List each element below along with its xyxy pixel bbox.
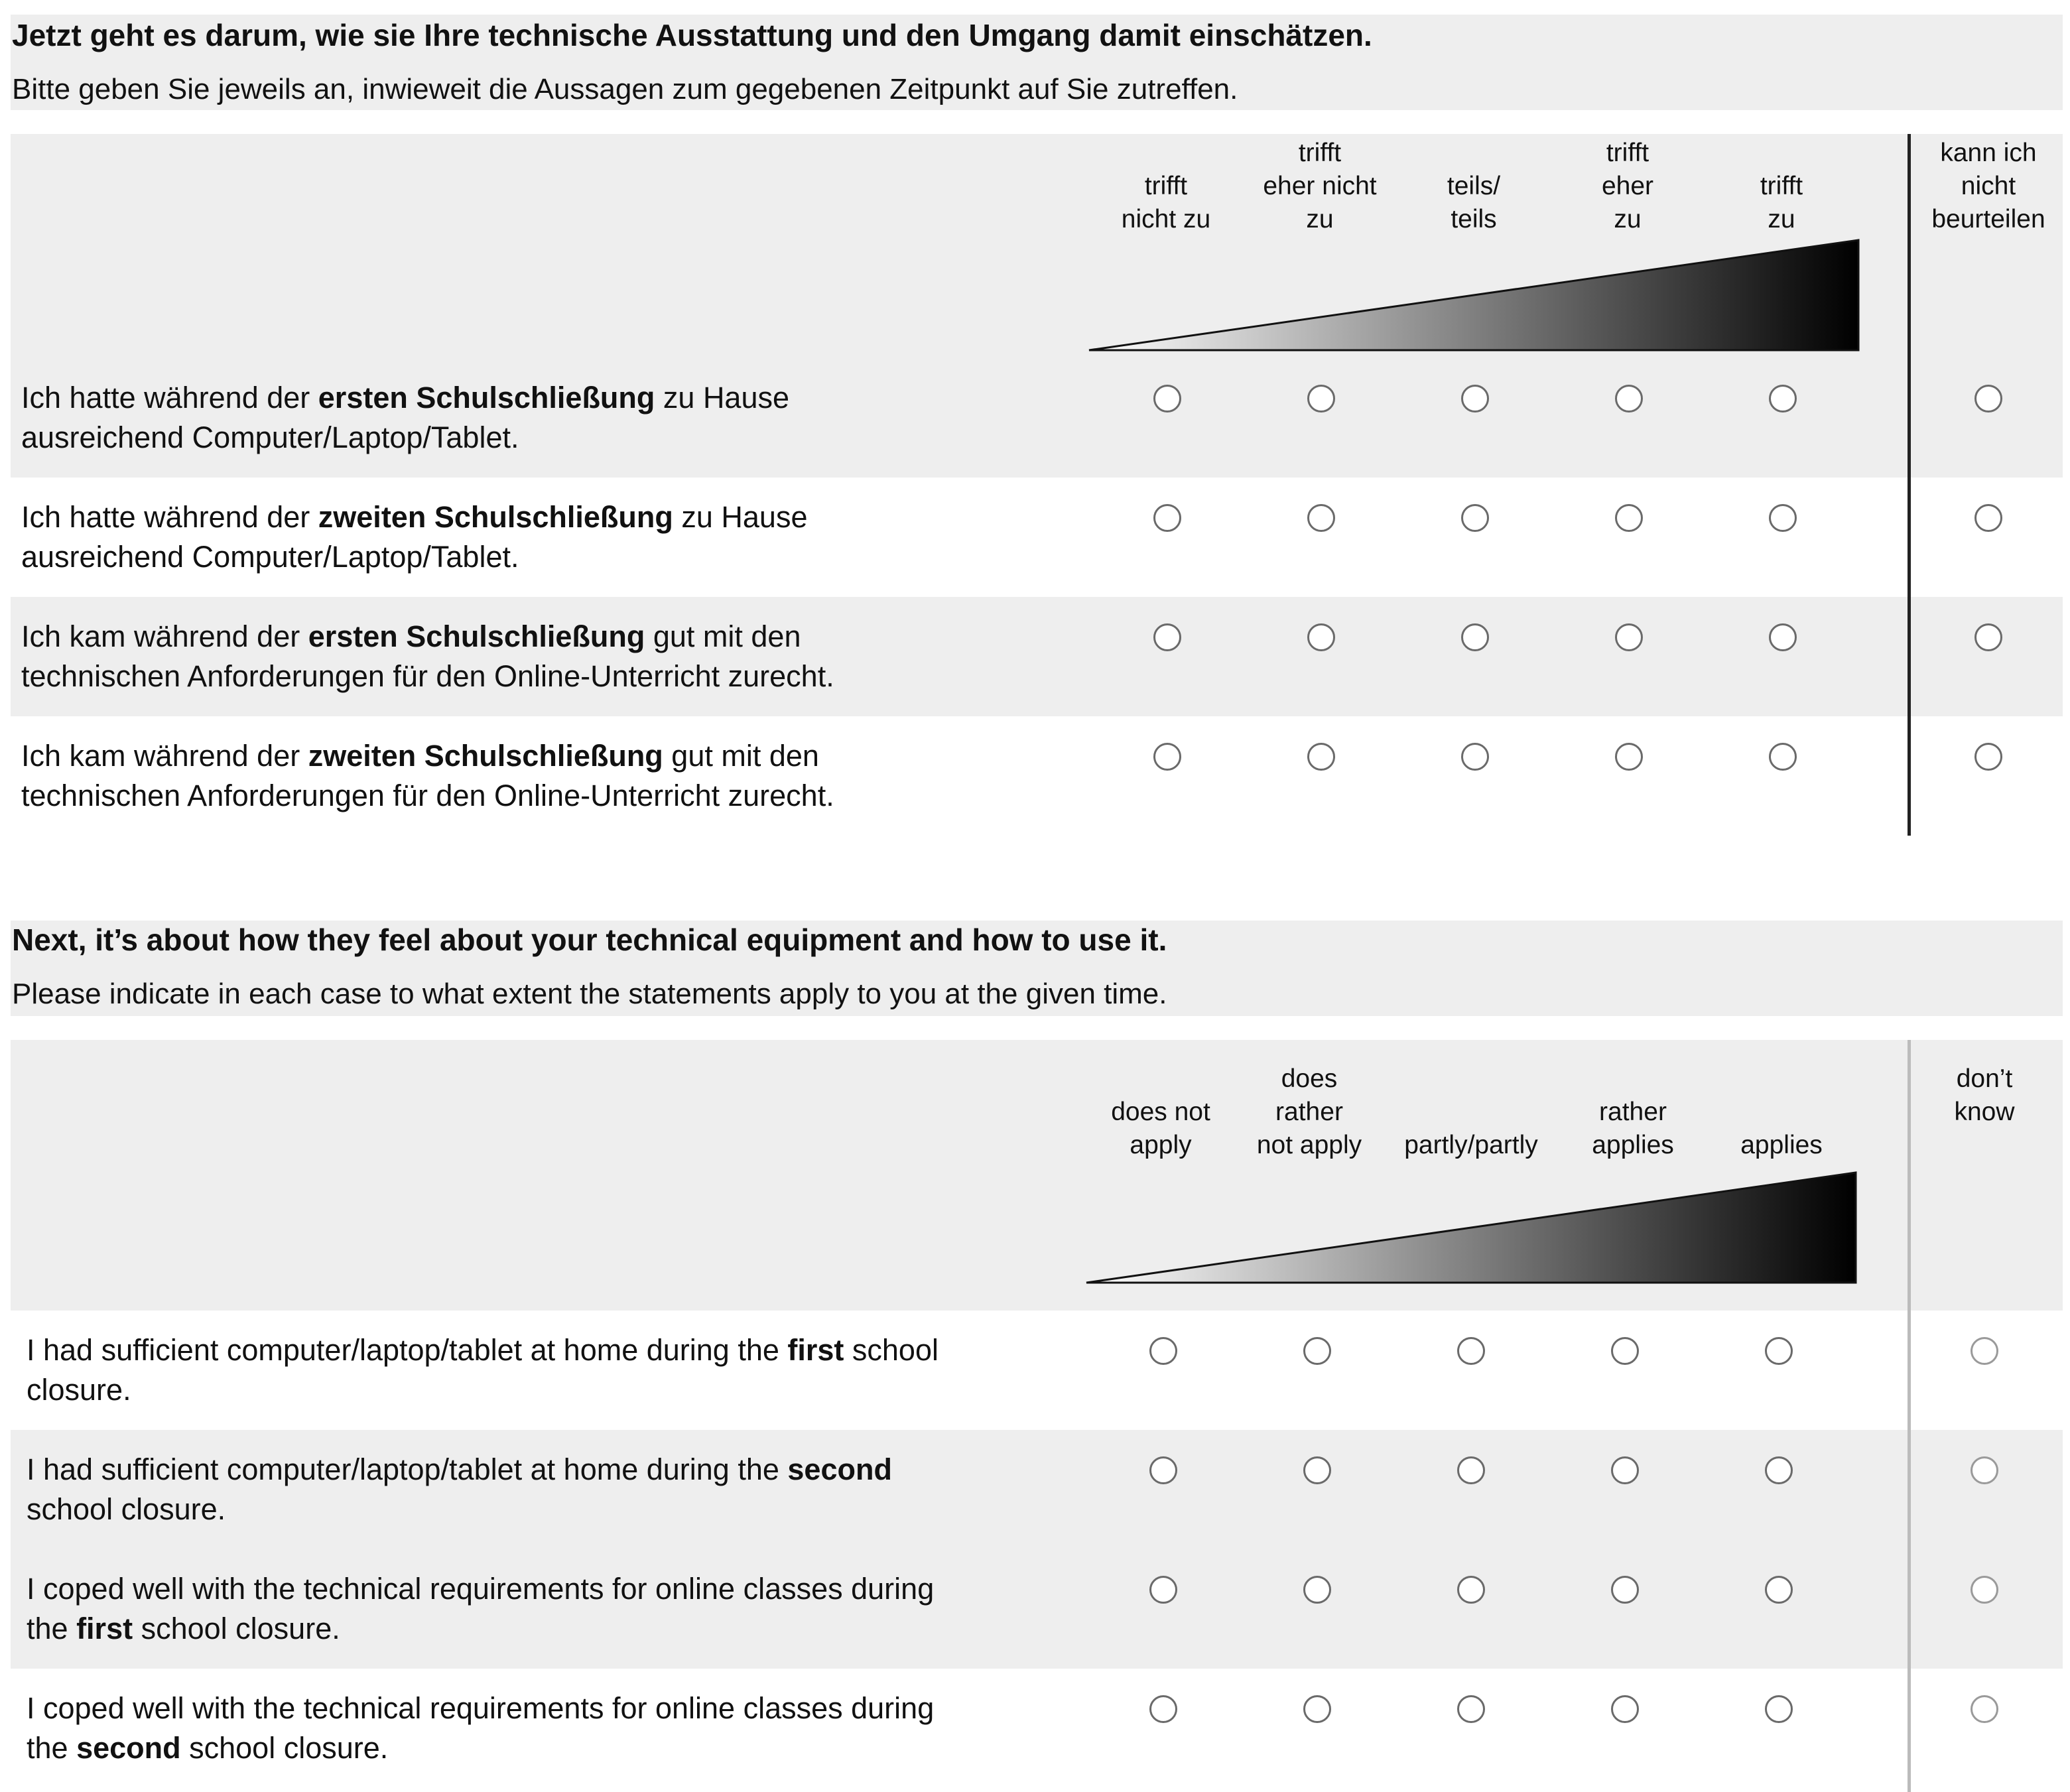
statement-de-3: Ich kam während der ersten Schulschließung gut mit den technischen Anforderungen für den Online-Unterricht zurecht. (21, 619, 834, 693)
radio-de-r3-c4[interactable] (1615, 623, 1643, 651)
radio-de-r2-c1[interactable] (1153, 504, 1181, 532)
statement-en-1: I had sufficient computer/laptop/tablet at home during the first school closure. (27, 1333, 938, 1407)
radio-en-r4-dontknow[interactable] (1971, 1695, 1998, 1723)
radio-en-r2-c2[interactable] (1303, 1456, 1331, 1484)
column-header-de-2: trifft eher nicht zu (1263, 139, 1377, 233)
radio-en-r4-c5[interactable] (1765, 1695, 1793, 1723)
statement-en-4: I coped well with the technical requirements for online classes during the second school closure. (27, 1691, 935, 1765)
column-header-en-3: partly/partly (1404, 1131, 1538, 1159)
radio-de-r1-c3[interactable] (1461, 385, 1489, 413)
radio-de-r2-dontknow[interactable] (1974, 504, 2002, 532)
radio-en-r2-dontknow[interactable] (1971, 1456, 1998, 1484)
radio-de-r2-c5[interactable] (1769, 504, 1797, 532)
column-header-en-2: does rather not apply (1256, 1064, 1362, 1159)
radio-de-r1-c2[interactable] (1307, 385, 1335, 413)
question-title-en: Next, it’s about how they feel about your technical equipment and how to use it. (12, 923, 1167, 957)
scale-gradient-wedge-en (1085, 1169, 1858, 1285)
statement-de-4: Ich kam während der zweiten Schulschließung gut mit den technischen Anforderungen für den Online-Unterricht zurecht. (21, 739, 834, 812)
column-header-en-4: rather applies (1592, 1098, 1674, 1159)
column-header-en-dontknow: don’t know (1954, 1064, 2015, 1126)
radio-de-r1-c5[interactable] (1769, 385, 1797, 413)
radio-de-r3-c1[interactable] (1153, 623, 1181, 651)
statement-de-2: Ich hatte während der zweiten Schulschließung zu Hause ausreichend Computer/Laptop/Tablet. (21, 500, 808, 574)
radio-de-r2-c2[interactable] (1307, 504, 1335, 532)
radio-en-r3-c2[interactable] (1303, 1576, 1331, 1604)
radio-en-r3-dontknow[interactable] (1971, 1576, 1998, 1604)
radio-de-r4-c1[interactable] (1153, 743, 1181, 771)
radio-de-r4-c4[interactable] (1615, 743, 1643, 771)
column-header-de-5: trifft zu (1760, 172, 1803, 233)
radio-en-r1-c1[interactable] (1149, 1337, 1177, 1365)
column-header-en-5: applies (1740, 1131, 1823, 1159)
statement-en-2: I had sufficient computer/laptop/tablet at home during the second school closure. (27, 1452, 892, 1526)
radio-en-r4-c1[interactable] (1149, 1695, 1177, 1723)
column-header-de-4: trifft eher zu (1601, 139, 1654, 233)
radio-en-r4-c2[interactable] (1303, 1695, 1331, 1723)
scale-gradient-wedge-de (1088, 236, 1861, 353)
radio-de-r2-c3[interactable] (1461, 504, 1489, 532)
radio-en-r2-c5[interactable] (1765, 1456, 1793, 1484)
radio-de-r4-c3[interactable] (1461, 743, 1489, 771)
radio-de-r3-c5[interactable] (1769, 623, 1797, 651)
radio-en-r3-c5[interactable] (1765, 1576, 1793, 1604)
radio-de-r4-c5[interactable] (1769, 743, 1797, 771)
radio-en-r2-c3[interactable] (1457, 1456, 1485, 1484)
radio-en-r1-c3[interactable] (1457, 1337, 1485, 1365)
radio-en-r2-c4[interactable] (1611, 1456, 1639, 1484)
radio-de-r3-c2[interactable] (1307, 623, 1335, 651)
radio-de-r3-c3[interactable] (1461, 623, 1489, 651)
radio-en-r1-c4[interactable] (1611, 1337, 1639, 1365)
radio-en-r3-c1[interactable] (1149, 1576, 1177, 1604)
column-divider-en (1908, 1040, 1911, 1792)
radio-en-r3-c3[interactable] (1457, 1576, 1485, 1604)
radio-de-r4-dontknow[interactable] (1974, 743, 2002, 771)
radio-en-r1-dontknow[interactable] (1971, 1337, 1998, 1365)
radio-en-r2-c1[interactable] (1149, 1456, 1177, 1484)
radio-de-r1-c4[interactable] (1615, 385, 1643, 413)
column-header-de-3: teils/ teils (1447, 172, 1501, 233)
radio-en-r3-c4[interactable] (1611, 1576, 1639, 1604)
radio-de-r4-c2[interactable] (1307, 743, 1335, 771)
column-header-de-1: trifft nicht zu (1121, 172, 1211, 233)
question-subtitle-en: Please indicate in each case to what extent the statements apply to you at the given time. (12, 978, 1167, 1010)
statement-de-1: Ich hatte während der ersten Schulschließung zu Hause ausreichend Computer/Laptop/Tablet. (21, 381, 790, 454)
question-title-de: Jetzt geht es darum, wie sie Ihre technische Ausstattung und den Umgang damit einschätzen. (12, 18, 1372, 52)
column-divider-de (1908, 134, 1911, 836)
statement-en-3: I coped well with the technical requirements for online classes during the first school closure. (27, 1572, 935, 1645)
question-subtitle-de: Bitte geben Sie jeweils an, inwieweit die Aussagen zum gegebenen Zeitpunkt auf Sie zutreffen. (12, 73, 1238, 105)
radio-en-r1-c2[interactable] (1303, 1337, 1331, 1365)
radio-en-r1-c5[interactable] (1765, 1337, 1793, 1365)
radio-de-r2-c4[interactable] (1615, 504, 1643, 532)
radio-de-r3-dontknow[interactable] (1974, 623, 2002, 651)
radio-de-r1-c1[interactable] (1153, 385, 1181, 413)
radio-en-r4-c3[interactable] (1457, 1695, 1485, 1723)
radio-en-r4-c4[interactable] (1611, 1695, 1639, 1723)
radio-de-r1-dontknow[interactable] (1974, 385, 2002, 413)
column-header-de-dontknow: kann ich nicht beurteilen (1931, 139, 2045, 233)
column-header-en-1: does not apply (1111, 1098, 1210, 1159)
